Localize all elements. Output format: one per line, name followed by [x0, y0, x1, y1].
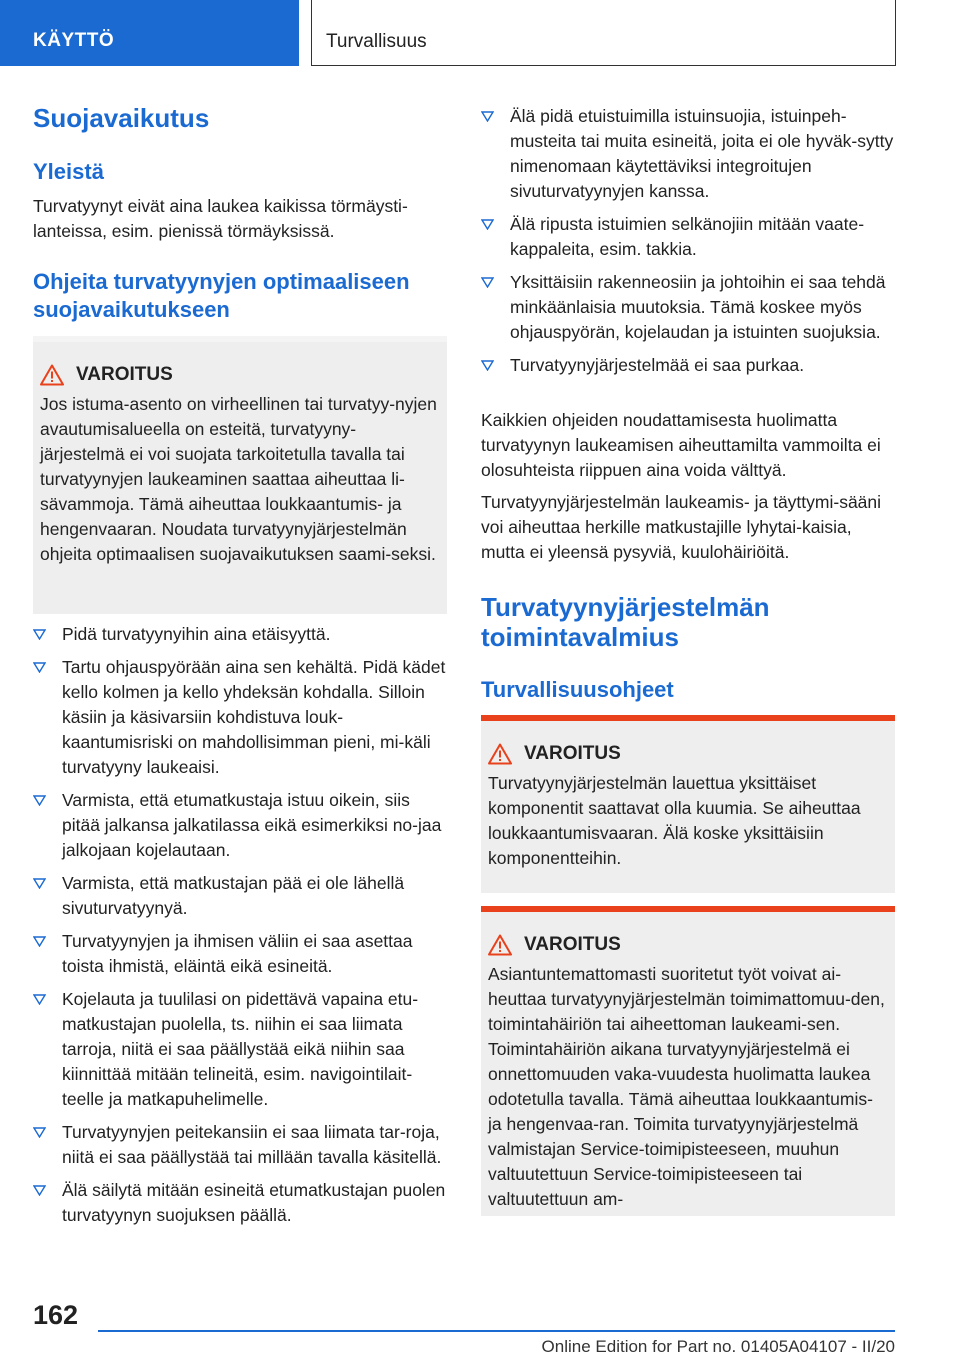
header-section-tab	[0, 0, 299, 66]
warning-text: Turvatyynyjärjestelmän lauettua yksittäiset komponentit saattavat olla kuumia. Se aiheuttaa loukkaantumisvaaran. Älä koske yksittäisiin komponentteihin.	[488, 773, 861, 868]
warning-header	[488, 743, 889, 765]
list-item: Varmista, että etumatkustaja istuu oikein, siis pitää jalkansa jalkatilassa eikä esimerkiksi no-jaa jalkojaan kojelautaan.	[33, 788, 447, 863]
list-item: Turvatyynyjen ja ihmisen väliin ei saa asettaa toista ihmistä, eläintä eikä esineitä.	[33, 929, 447, 979]
list-item: Turvatyynyjärjestelmää ei saa purkaa.	[481, 353, 895, 378]
warning-label: VAROITUS	[524, 743, 621, 764]
readiness-title: Turvatyynyjärjestelmän toimintavalmius	[481, 592, 770, 652]
warning-triangle-icon	[488, 743, 512, 765]
list-item: Kojelauta ja tuulilasi on pidettävä vapaina etu-matkustajan puolella, ts. niihin ei saa liimata tarroja, niitä ei saa päällystää eikä niihin saa kiinnittää mitään telineitä, esim. navigointilait-teelle ja matkapuhelimelle.	[33, 987, 447, 1112]
header-chapter-label: Turvallisuus	[326, 31, 427, 52]
warning-box-improper-work	[481, 906, 895, 1216]
header-chapter-tab	[311, 0, 896, 66]
triangle-bullet-icon	[33, 1185, 46, 1196]
general-text: Turvatyynyt eivät aina laukea kaikissa törmäysti-lanteissa, esim. pienissä törmäyksissä.	[33, 196, 408, 241]
paragraph-hearing: Turvatyynyjärjestelmän laukeamis- ja täyttymi-sääni voi aiheuttaa herkille matkustajille lyhytai-kaisia, mutta ei yleensä pysyviä, kuulohäiriöitä.	[481, 492, 882, 562]
warning-box-hot-components	[481, 715, 895, 893]
warning-label: VAROITUS	[76, 364, 173, 385]
list-item: Älä pidä etuistuimilla istuinsuojia, istuinpeh-musteita tai muita esineitä, joita ei ole hyväk-sytty nimenomaan käytettäviksi integroitujen sivuturvatyynyjen kanssa.	[481, 104, 895, 204]
list-item: Yksittäisiin rakenneosiin ja johtoihin ei saa tehdä minkäänlaisia muutoksia. Tämä koskee myös ohjauspyörän, kojelaudan ja istuinten suojuksia.	[481, 270, 895, 345]
triangle-bullet-icon	[33, 994, 46, 1005]
warning-header	[488, 934, 889, 956]
warning-triangle-icon	[488, 934, 512, 956]
warning-box	[33, 336, 447, 614]
footer-divider	[98, 1330, 895, 1332]
list-item: Älä säilytä mitään esineitä etumatkustajan puolen turvatyynyn suojuksen päällä.	[33, 1178, 447, 1228]
page-title: Suojavaikutus	[33, 103, 210, 133]
header-section-label: KÄYTTÖ	[33, 30, 115, 51]
list-item: Tartu ohjauspyörään aina sen kehältä. Pidä kädet kello kolmen ja kello yhdeksän kohdalla. Silloin käsiin ja käsivarsiin kohdistuva louk-kaantumisriski on mahdollisimman pieni, mi-käli turvatyyny laukeaisi.	[33, 655, 447, 780]
safety-heading: Turvallisuusohjeet	[481, 677, 674, 702]
triangle-bullet-icon	[33, 795, 46, 806]
warning-label: VAROITUS	[524, 934, 621, 955]
list-item: Turvatyynyjen peitekansiin ei saa liimata tar-roja, niitä ei saa päällystää tai millään tavalla käsitellä.	[33, 1120, 447, 1170]
triangle-bullet-icon	[33, 662, 46, 673]
triangle-bullet-icon	[33, 629, 46, 640]
triangle-bullet-icon	[481, 111, 494, 122]
triangle-bullet-icon	[481, 219, 494, 230]
warning-triangle-icon	[40, 364, 64, 386]
triangle-bullet-icon	[481, 277, 494, 288]
general-heading: Yleistä	[33, 159, 104, 184]
page-number: 162	[33, 1300, 79, 1330]
triangle-bullet-icon	[33, 1127, 46, 1138]
footer-edition: Online Edition for Part no. 01405A04107 - II/20	[541, 1337, 895, 1356]
triangle-bullet-icon	[481, 360, 494, 371]
list-item: Älä ripusta istuimien selkänojiin mitään vaate-kappaleita, esim. takkia.	[481, 212, 895, 262]
list-item: Pidä turvatyynyihin aina etäisyyttä.	[33, 622, 447, 647]
optimal-heading: Ohjeita turvatyynyjen optimaaliseen suojavaikutukseen	[33, 269, 410, 322]
instruction-list	[33, 622, 447, 1236]
triangle-bullet-icon	[33, 878, 46, 889]
paragraph-injury: Kaikkien ohjeiden noudattamisesta huolimatta turvatyynyn laukeamisen aiheuttamilta vammoilta ei olosuhteista riippuen aina voida välttyä.	[481, 410, 881, 480]
triangle-bullet-icon	[33, 936, 46, 947]
warning-text: Asiantuntemattomasti suoritetut työt voivat ai-heuttaa turvatyynyjärjestelmän toimimattomuu-den, toimintahäiriön tai aiheettoman laukeami-sen. Toimintahäiriön aikana turvatyynyjärjestelmä ei onnettomuuden vaka-vuudesta huolimatta laukea odotetulla tavalla. Tämä aiheuttaa loukkaantumis- ja hengenvaa-ran. Toimita turvatyynyjärjestelmä valmistajan Service-toimipisteeseen, muuhun valtuutettuun Service-toimipisteeseen tai valtuutettuun am-	[488, 964, 885, 1209]
warning-header	[40, 364, 439, 386]
list-item: Varmista, että matkustajan pää ei ole lähellä sivuturvatyynyä.	[33, 871, 447, 921]
instruction-list-continued	[481, 104, 895, 386]
warning-text: Jos istuma-asento on virheellinen tai turvatyy-nyjen avautumisalueella on esteitä, turvatyyny-järjestelmä ei voi suojata tarkoitetulla tavalla tai turvatyynyjen laukeaminen saattaa aiheuttaa li-sävammoja. Tämä aiheuttaa loukkaantumis- ja hengenvaaran. Noudata turvatyynyjärjestelmän ohjeita optimaalisen suojavaikutuksen saami-seksi.	[40, 394, 437, 564]
